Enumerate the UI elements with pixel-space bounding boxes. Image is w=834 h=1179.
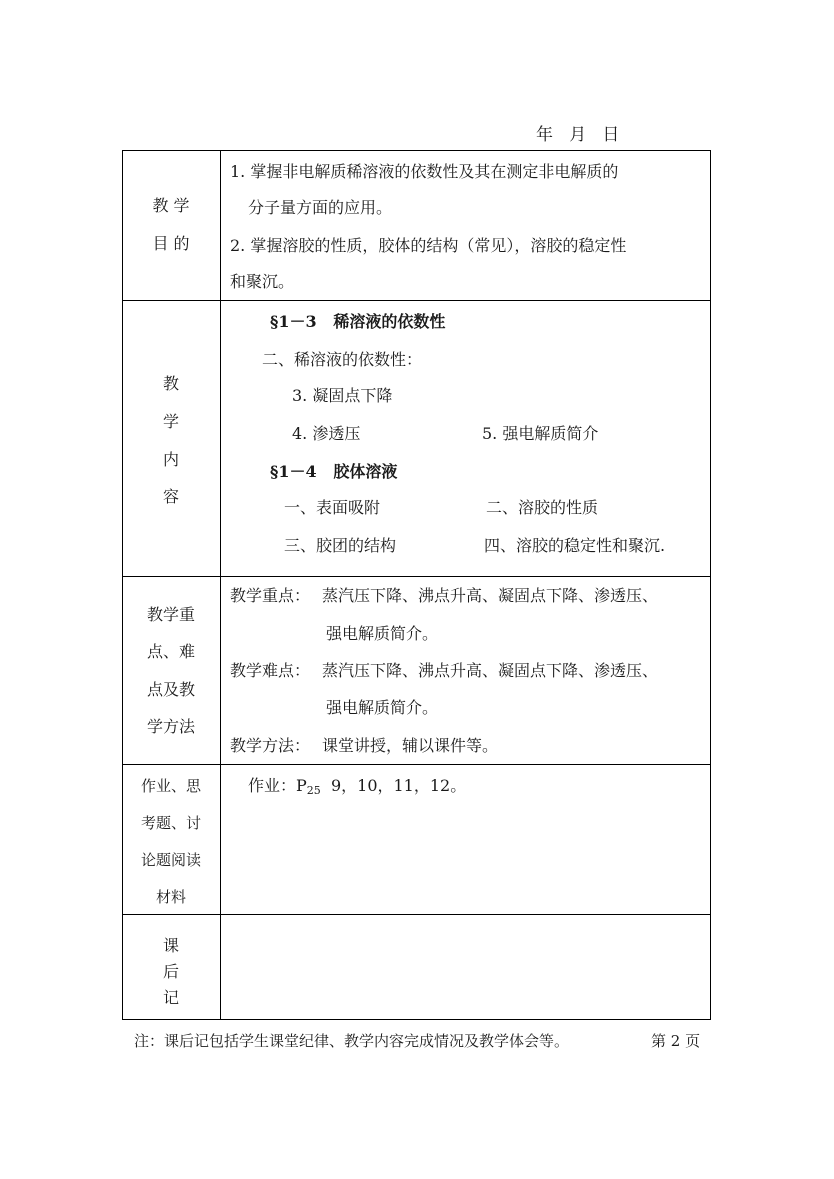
- content-item: 5. 强电解质简介: [482, 424, 599, 443]
- homework-label-line: 材料: [155, 888, 186, 906]
- row-divider: [122, 576, 711, 577]
- keypoints-label-line: 点及教: [146, 680, 195, 699]
- section-heading: §1－3 稀溶液的依数性: [270, 312, 446, 331]
- page-number: 第 2 页: [651, 1032, 701, 1050]
- content-item: 一、表面吸附: [284, 498, 381, 517]
- homework-items: 9，10，11，12。: [320, 776, 467, 795]
- difficulty-text: 蒸汽压下降、沸点升高、凝固点下降、渗透压、: [322, 661, 659, 680]
- postscript-label-char: 课: [162, 936, 179, 955]
- objectives-label-line1: 教 学: [152, 196, 190, 215]
- content-label-char: 教: [162, 374, 179, 393]
- content-label-char: 学: [162, 412, 179, 431]
- content-label-char: 内: [162, 450, 179, 469]
- homework-page-subscript: 25: [306, 784, 321, 797]
- objective-line: 分子量方面的应用。: [248, 198, 393, 217]
- row-divider: [122, 914, 711, 915]
- content-label-char: 容: [162, 487, 179, 506]
- objective-line: 1. 掌握非电解质稀溶液的依数性及其在测定非电解质的: [230, 162, 619, 181]
- homework-label-line: 论题阅读: [140, 851, 201, 869]
- table-border-top: [122, 150, 711, 151]
- keypoints-label-line: 点、难: [146, 642, 195, 661]
- objectives-label-line2: 目 的: [152, 234, 190, 253]
- keypoints-label-line: 教学重: [146, 605, 195, 624]
- date-line: 年 月 日: [536, 125, 620, 145]
- postscript-label-char: 后: [162, 962, 179, 981]
- difficulty-text-cont: 强电解质简介。: [326, 698, 439, 717]
- postscript-label-char: 记: [162, 988, 179, 1007]
- content-item: 3. 凝固点下降: [292, 386, 393, 405]
- objective-line: 和聚沉。: [230, 272, 295, 291]
- footer-note: 注：课后记包括学生课堂纪律、教学内容完成情况及教学体会等。: [134, 1032, 570, 1050]
- column-divider: [220, 150, 221, 1020]
- content-item: 四、溶胶的稳定性和聚沉.: [484, 536, 666, 555]
- homework-label-line: 考题、讨: [140, 814, 201, 832]
- subsection-heading: 二、稀溶液的依数性：: [262, 350, 423, 369]
- difficulty-label: 教学难点：: [230, 661, 311, 680]
- content-item: 二、溶胶的性质: [486, 498, 599, 517]
- section-heading: §1－4 胶体溶液: [270, 462, 398, 481]
- method-label: 教学方法：: [230, 736, 311, 755]
- table-border-right: [710, 150, 711, 1020]
- focus-label: 教学重点：: [230, 586, 311, 605]
- row-divider: [122, 300, 711, 301]
- method-text: 课堂讲授，辅以课件等。: [322, 736, 499, 755]
- homework-label-line: 作业、思: [140, 777, 201, 795]
- objective-line: 2. 掌握溶胶的性质，胶体的结构（常见），溶胶的稳定性: [230, 236, 627, 255]
- homework-assignment: [248, 776, 466, 801]
- focus-text: 蒸汽压下降、沸点升高、凝固点下降、渗透压、: [322, 586, 659, 605]
- lesson-plan-table: [122, 150, 711, 1020]
- keypoints-label-line: 学方法: [146, 717, 195, 736]
- homework-prefix: 作业：P: [248, 776, 307, 795]
- table-border-bottom: [122, 1019, 711, 1020]
- content-item: 三、胶团的结构: [284, 536, 397, 555]
- focus-text-cont: 强电解质简介。: [326, 624, 439, 643]
- row-divider: [122, 764, 711, 765]
- content-item: 4. 渗透压: [292, 424, 361, 443]
